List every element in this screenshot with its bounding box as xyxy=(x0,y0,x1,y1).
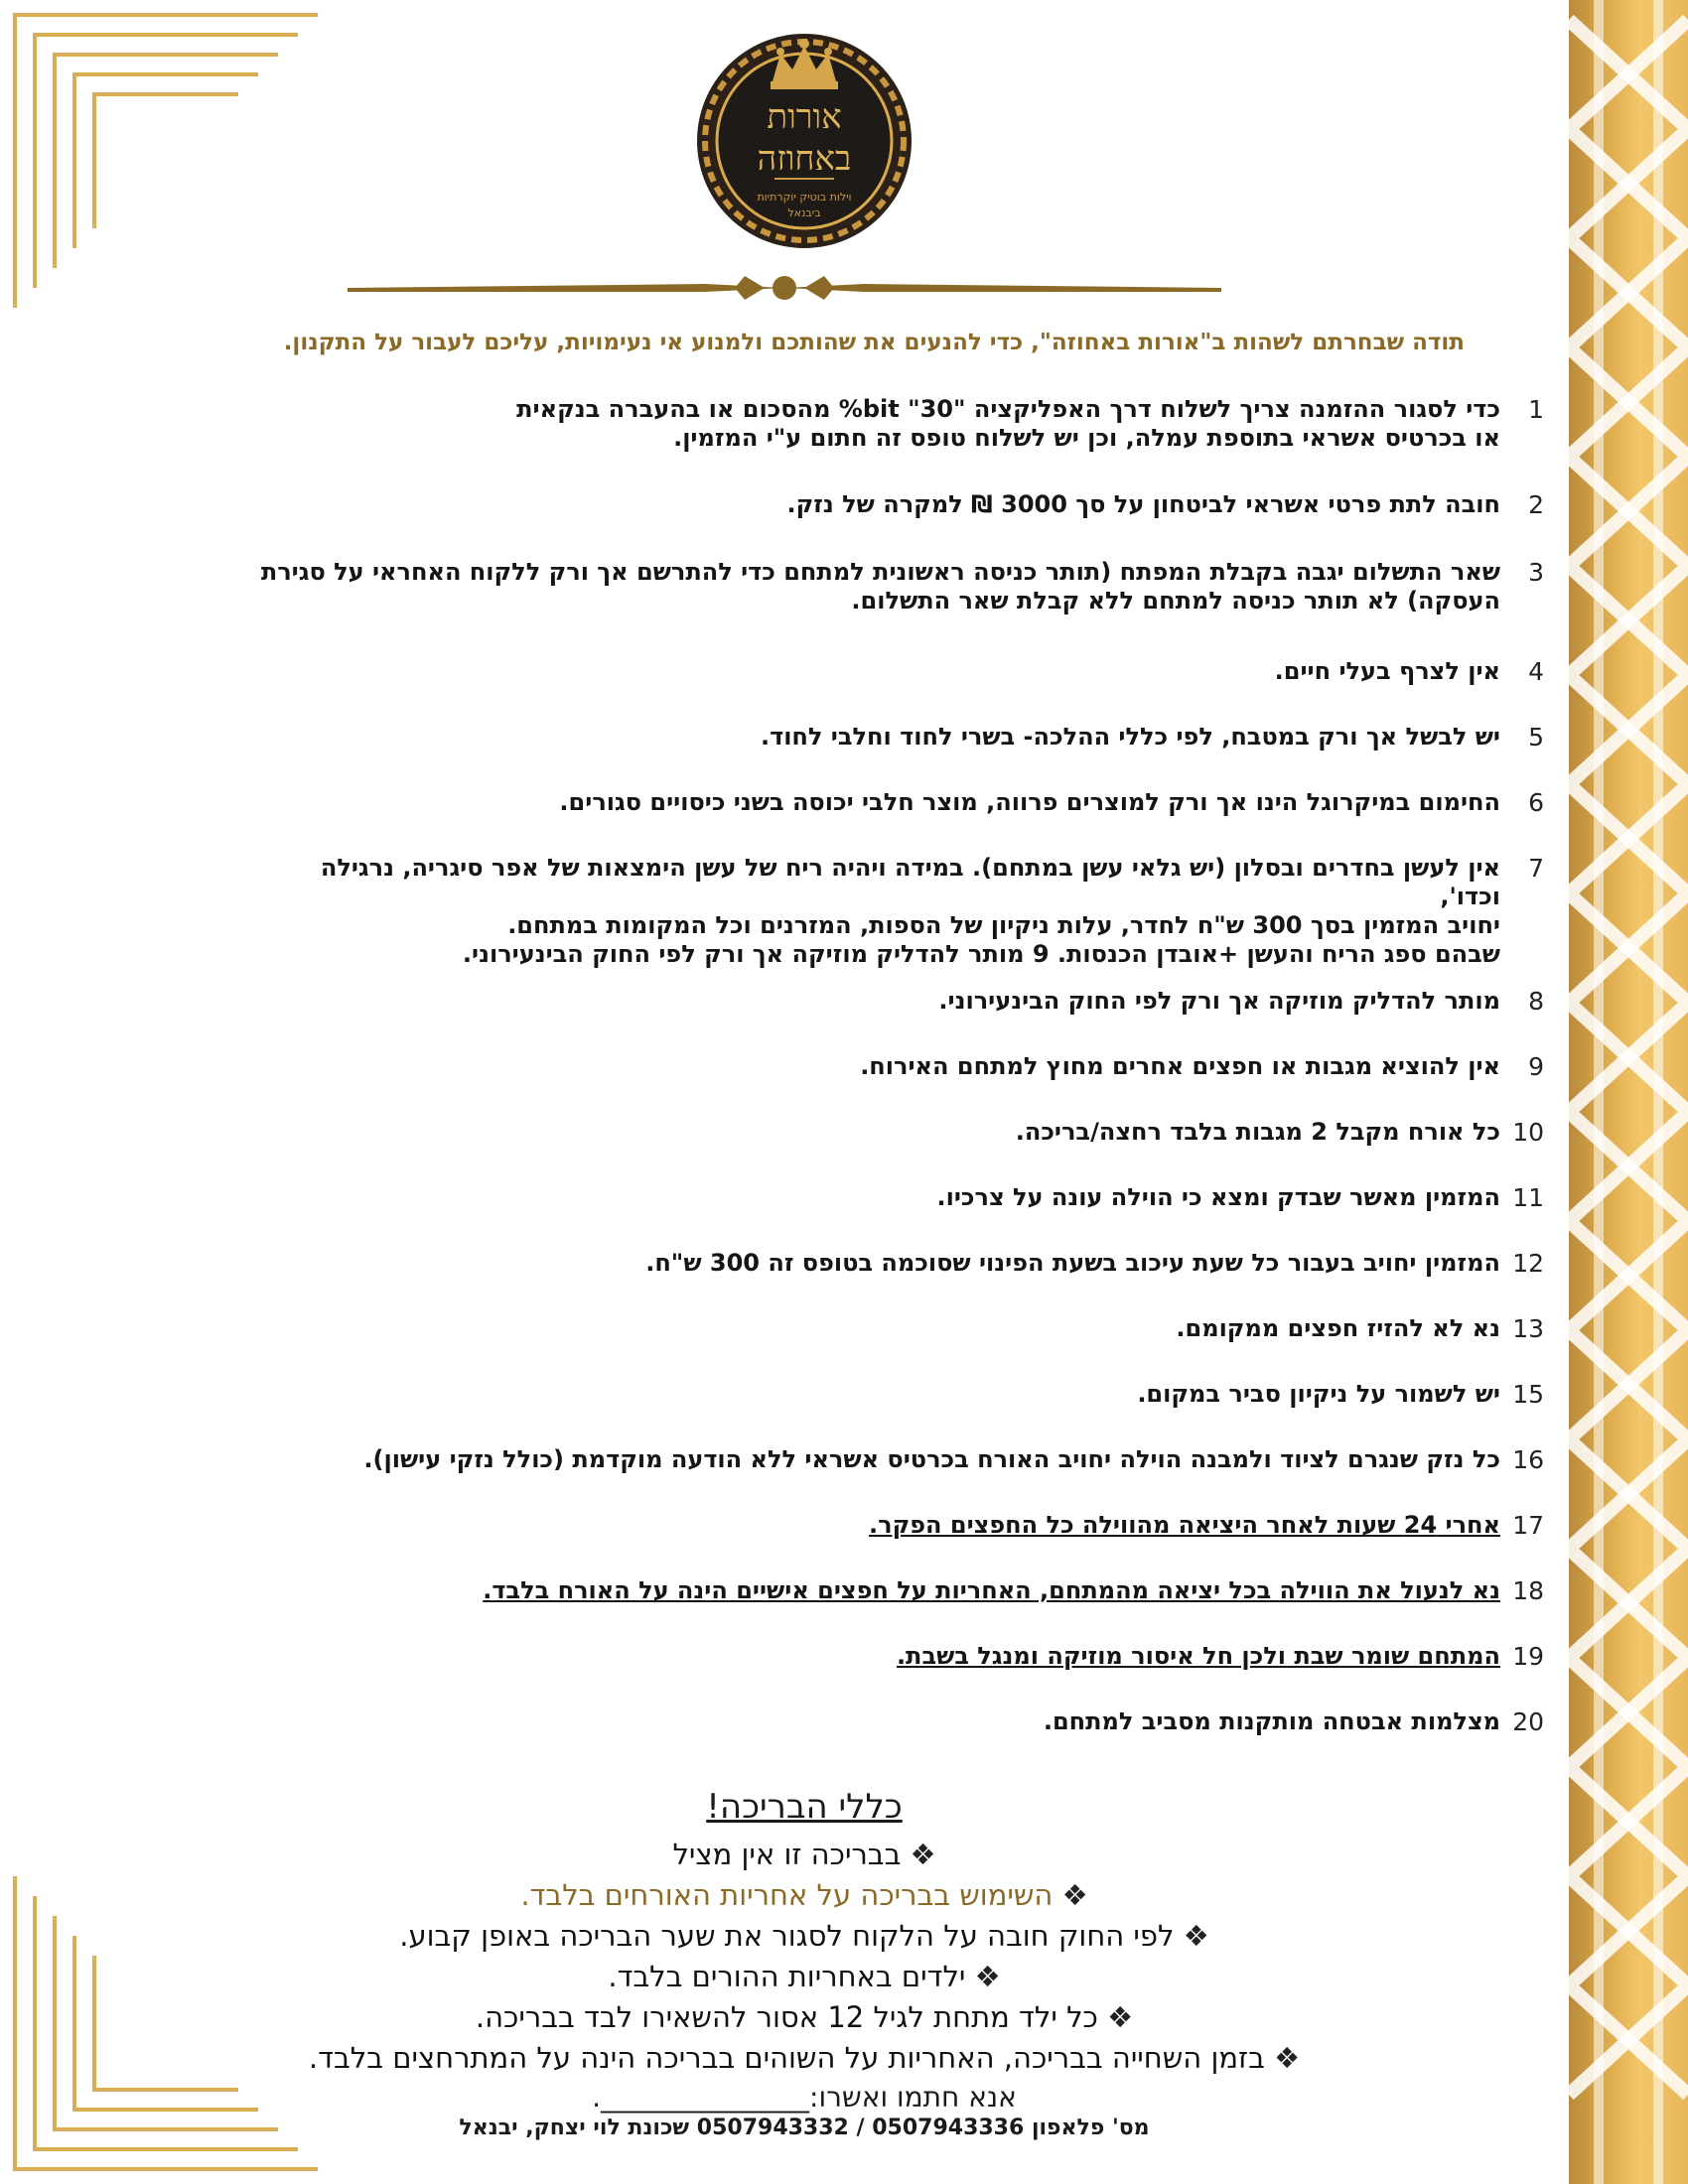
rule-text xyxy=(1016,1118,1500,1147)
logo-line-2: באחוזה xyxy=(757,139,852,179)
rule-item xyxy=(253,1314,1544,1343)
rule-text-line: יש לבשל אך ורק במטבח, לפי כללי ההלכה- בשרי לחוד וחלבי לחוד. xyxy=(760,723,1500,751)
rule-item xyxy=(253,788,1544,817)
rule-item xyxy=(253,723,1544,751)
rule-item xyxy=(253,395,1544,453)
rule-number: 20 xyxy=(1512,1707,1544,1736)
rule-text xyxy=(897,1642,1500,1671)
rule-text-line: נא לנעול את הווילה בכל יציאה מהמתחם, האחריות על חפצים אישיים הינה על האורח בלבד. xyxy=(483,1576,1500,1604)
rule-text-line: המתחם שומר שבת ולכן חל איסור מוזיקה ומנגל בשבת. xyxy=(896,1642,1500,1670)
rule-text-line: שאר התשלום יגבה בקבלת המפתח (תותר כניסה ראשונית למתחם כדי להתרשם אך ורק ללקוח האחראי על סגירת xyxy=(260,558,1500,586)
rule-text xyxy=(645,1249,1500,1278)
decorative-gold-band xyxy=(1569,0,1688,2184)
pool-rule-line xyxy=(199,2038,1410,2079)
pool-rule-line xyxy=(199,1916,1410,1957)
pool-rule-line xyxy=(199,1997,1410,2038)
rule-item xyxy=(253,1642,1544,1671)
rule-item xyxy=(253,1511,1544,1540)
rule-text xyxy=(483,1576,1500,1605)
rule-item xyxy=(253,987,1544,1016)
rule-text xyxy=(936,1183,1500,1212)
rule-text-line: יחויב המזמין בסך 300 ש"ח לחדר, עלות ניקיון של הספות, המזרנים וכל המקומות במתחם. xyxy=(507,911,1500,939)
rule-item xyxy=(253,490,1544,519)
rule-number: 17 xyxy=(1512,1511,1544,1540)
rule-number: 7 xyxy=(1528,854,1544,883)
pool-rule-text: כל ילד מתחת לגיל 12 אסור להשאירו לבד בבריכה. xyxy=(475,2000,1098,2034)
rule-text-line: כל נזק שנגרם לציוד ולמבנה הוילה יחויב האורח בכרטיס אשראי ללא הודעה מוקדמת (כולל נזקי עישון). xyxy=(363,1445,1500,1473)
rule-item xyxy=(253,1445,1544,1474)
pool-rule-text: בזמן השחייה בבריכה, האחריות על השוהים בבריכה הינה על המתרחצים בלבד. xyxy=(308,2041,1265,2075)
signature-line: אנא חתמו ואשרו:_______________. xyxy=(592,2081,1017,2114)
rule-text xyxy=(261,558,1500,615)
rule-text-line: אין לעשן בחדרים ובסלון (יש גלאי עשן במתחם). במידה ויהיה ריח של עשן הימצאות של אפר סיגריה, נרגילה וכדו', xyxy=(320,854,1500,910)
rule-text xyxy=(1044,1707,1500,1736)
rule-number: 9 xyxy=(1528,1052,1544,1081)
diamond-bullet-icon: ❖ xyxy=(901,1838,936,1871)
pool-rule-text: בבריכה זו אין מציל xyxy=(672,1838,902,1871)
rule-text-line: חובה לתת פרטי אשראי לביטחון על סך 3000 ₪ למקרה של נזק. xyxy=(786,490,1500,518)
rule-text xyxy=(787,490,1501,519)
diamond-bullet-icon: ❖ xyxy=(1053,1878,1088,1912)
rule-text xyxy=(1137,1380,1500,1409)
rule-text xyxy=(1275,657,1500,686)
rule-text-line: מצלמות אבטחה מותקנות מסביב למתחם. xyxy=(1043,1707,1500,1735)
pool-rule-text: השימוש בבריכה על אחריות האורחים בלבד. xyxy=(520,1878,1054,1912)
rule-text-line: יש לשמור על ניקיון סביר במקום. xyxy=(1137,1380,1500,1408)
rule-item xyxy=(253,854,1544,969)
rule-text xyxy=(869,1511,1500,1540)
rule-item xyxy=(253,1052,1544,1081)
rule-text-line: מותר להדליק מוזיקה אך ורק לפי החוק הבינעירוני. xyxy=(938,987,1500,1015)
diamond-bullet-icon: ❖ xyxy=(965,1960,1001,1993)
rule-text xyxy=(860,1052,1500,1081)
rule-item xyxy=(253,1183,1544,1212)
rule-text-line: העסקה) לא תותר כניסה למתחם ללא קבלת שאר התשלום. xyxy=(851,587,1500,614)
pool-rule-line xyxy=(199,1835,1410,1875)
pool-rules-title: כללי הבריכה! xyxy=(706,1787,903,1827)
rule-text-line: החימום במיקרוגל הינו אך ורק למוצרים פרווה, מוצר חלבי יכוסה בשני כיסויים סגורים. xyxy=(559,788,1500,816)
rule-number: 3 xyxy=(1528,558,1544,587)
rule-number: 6 xyxy=(1528,788,1544,817)
rule-number: 19 xyxy=(1512,1642,1544,1671)
rule-number: 11 xyxy=(1512,1183,1544,1212)
rule-item xyxy=(253,1707,1544,1736)
rule-text-line: שבהם ספג הריח והעשן +אובדן הכנסות. 9 מותר להדליק מוזיקה אך ורק לפי החוק הבינעירוני. xyxy=(462,940,1500,968)
rule-text xyxy=(363,1445,1500,1474)
rule-text-line: המזמין יחויב בעבור כל שעת עיכוב בשעת הפינוי שסוכמה בטופס זה 300 ש"ח. xyxy=(645,1249,1500,1277)
rule-number: 18 xyxy=(1512,1576,1544,1605)
rule-number: 16 xyxy=(1512,1445,1544,1474)
pool-rule-text: לפי החוק חובה על הלקוח לסגור את שער הבריכה באופן קבוע. xyxy=(399,1919,1175,1953)
rule-text xyxy=(253,854,1500,969)
rule-text-line: או בכרטיס אשראי בתוספת עמלה, וכן יש לשלוח טופס זה חתום ע"י המזמין. xyxy=(673,424,1500,452)
rule-item xyxy=(253,558,1544,615)
rule-text xyxy=(938,987,1500,1016)
diamond-bullet-icon: ❖ xyxy=(1097,2000,1134,2034)
rule-item xyxy=(253,657,1544,686)
logo-line-3: וילות בוטיק יוקרתיות xyxy=(757,191,852,204)
rule-number: 12 xyxy=(1512,1249,1544,1278)
rule-number: 4 xyxy=(1528,657,1544,686)
rule-number: 15 xyxy=(1512,1380,1544,1409)
rule-text-line: כדי לסגור ההזמנה צריך לשלוח דרך האפליקציה "30" bit% מהסכום או בהעברה בנקאית xyxy=(516,395,1500,423)
diamond-bullet-icon: ❖ xyxy=(1264,2041,1301,2075)
rule-text-line: המזמין מאשר שבדק ומצא כי הוילה עונה על צרכיו. xyxy=(936,1183,1500,1211)
logo xyxy=(695,20,914,253)
logo-line-4: ביבנאל xyxy=(787,206,821,219)
pool-rule-text: ילדים באחריות ההורים בלבד. xyxy=(608,1960,966,1993)
rule-item xyxy=(253,1576,1544,1605)
rule-number: 10 xyxy=(1512,1118,1544,1147)
logo-line-1: אורות xyxy=(767,97,842,137)
rule-text-line: אין להוציא מגבות או חפצים אחרים מחוץ למתחם האירוח. xyxy=(860,1052,1500,1080)
rule-number: 13 xyxy=(1512,1314,1544,1343)
corner-frame-top-left xyxy=(0,0,328,318)
intro-text: תודה שבחרתם לשהות ב"אורות באחוזה", כדי להנעים את שהותכם ולמנוע אי נעימויות, עליכם לעבור על התקנון. xyxy=(283,330,1465,355)
pool-rules xyxy=(199,1787,1410,2140)
rule-text xyxy=(516,395,1500,453)
rule-text-line: אין לצרף בעלי חיים. xyxy=(1274,657,1500,685)
rule-text xyxy=(761,723,1500,751)
rule-number: 8 xyxy=(1528,987,1544,1016)
rule-number: 2 xyxy=(1528,490,1544,519)
rule-item xyxy=(253,1249,1544,1278)
rule-item xyxy=(253,1118,1544,1147)
rule-number: 1 xyxy=(1528,395,1544,424)
rule-text xyxy=(559,788,1500,817)
rule-text-line: אחרי 24 שעות לאחר היציאה מהווילה כל החפצים הפקר. xyxy=(869,1511,1500,1539)
rule-number: 5 xyxy=(1528,723,1544,751)
rule-item xyxy=(253,1380,1544,1409)
diamond-bullet-icon: ❖ xyxy=(1174,1919,1209,1953)
ornamental-divider xyxy=(348,270,1221,310)
rule-text-line: כל אורח מקבל 2 מגבות בלבד רחצה/בריכה. xyxy=(1015,1118,1500,1146)
pool-rule-line xyxy=(199,1875,1410,1916)
rule-text-line: נא לא להזיז חפצים ממקומם. xyxy=(1176,1314,1500,1342)
contact-info: מס' פלאפון 0507943336 / 0507943332 שכונת לוי יצחק, יבנאל xyxy=(459,2116,1150,2140)
pool-rule-line xyxy=(199,1957,1410,1997)
rule-text xyxy=(1176,1314,1500,1343)
